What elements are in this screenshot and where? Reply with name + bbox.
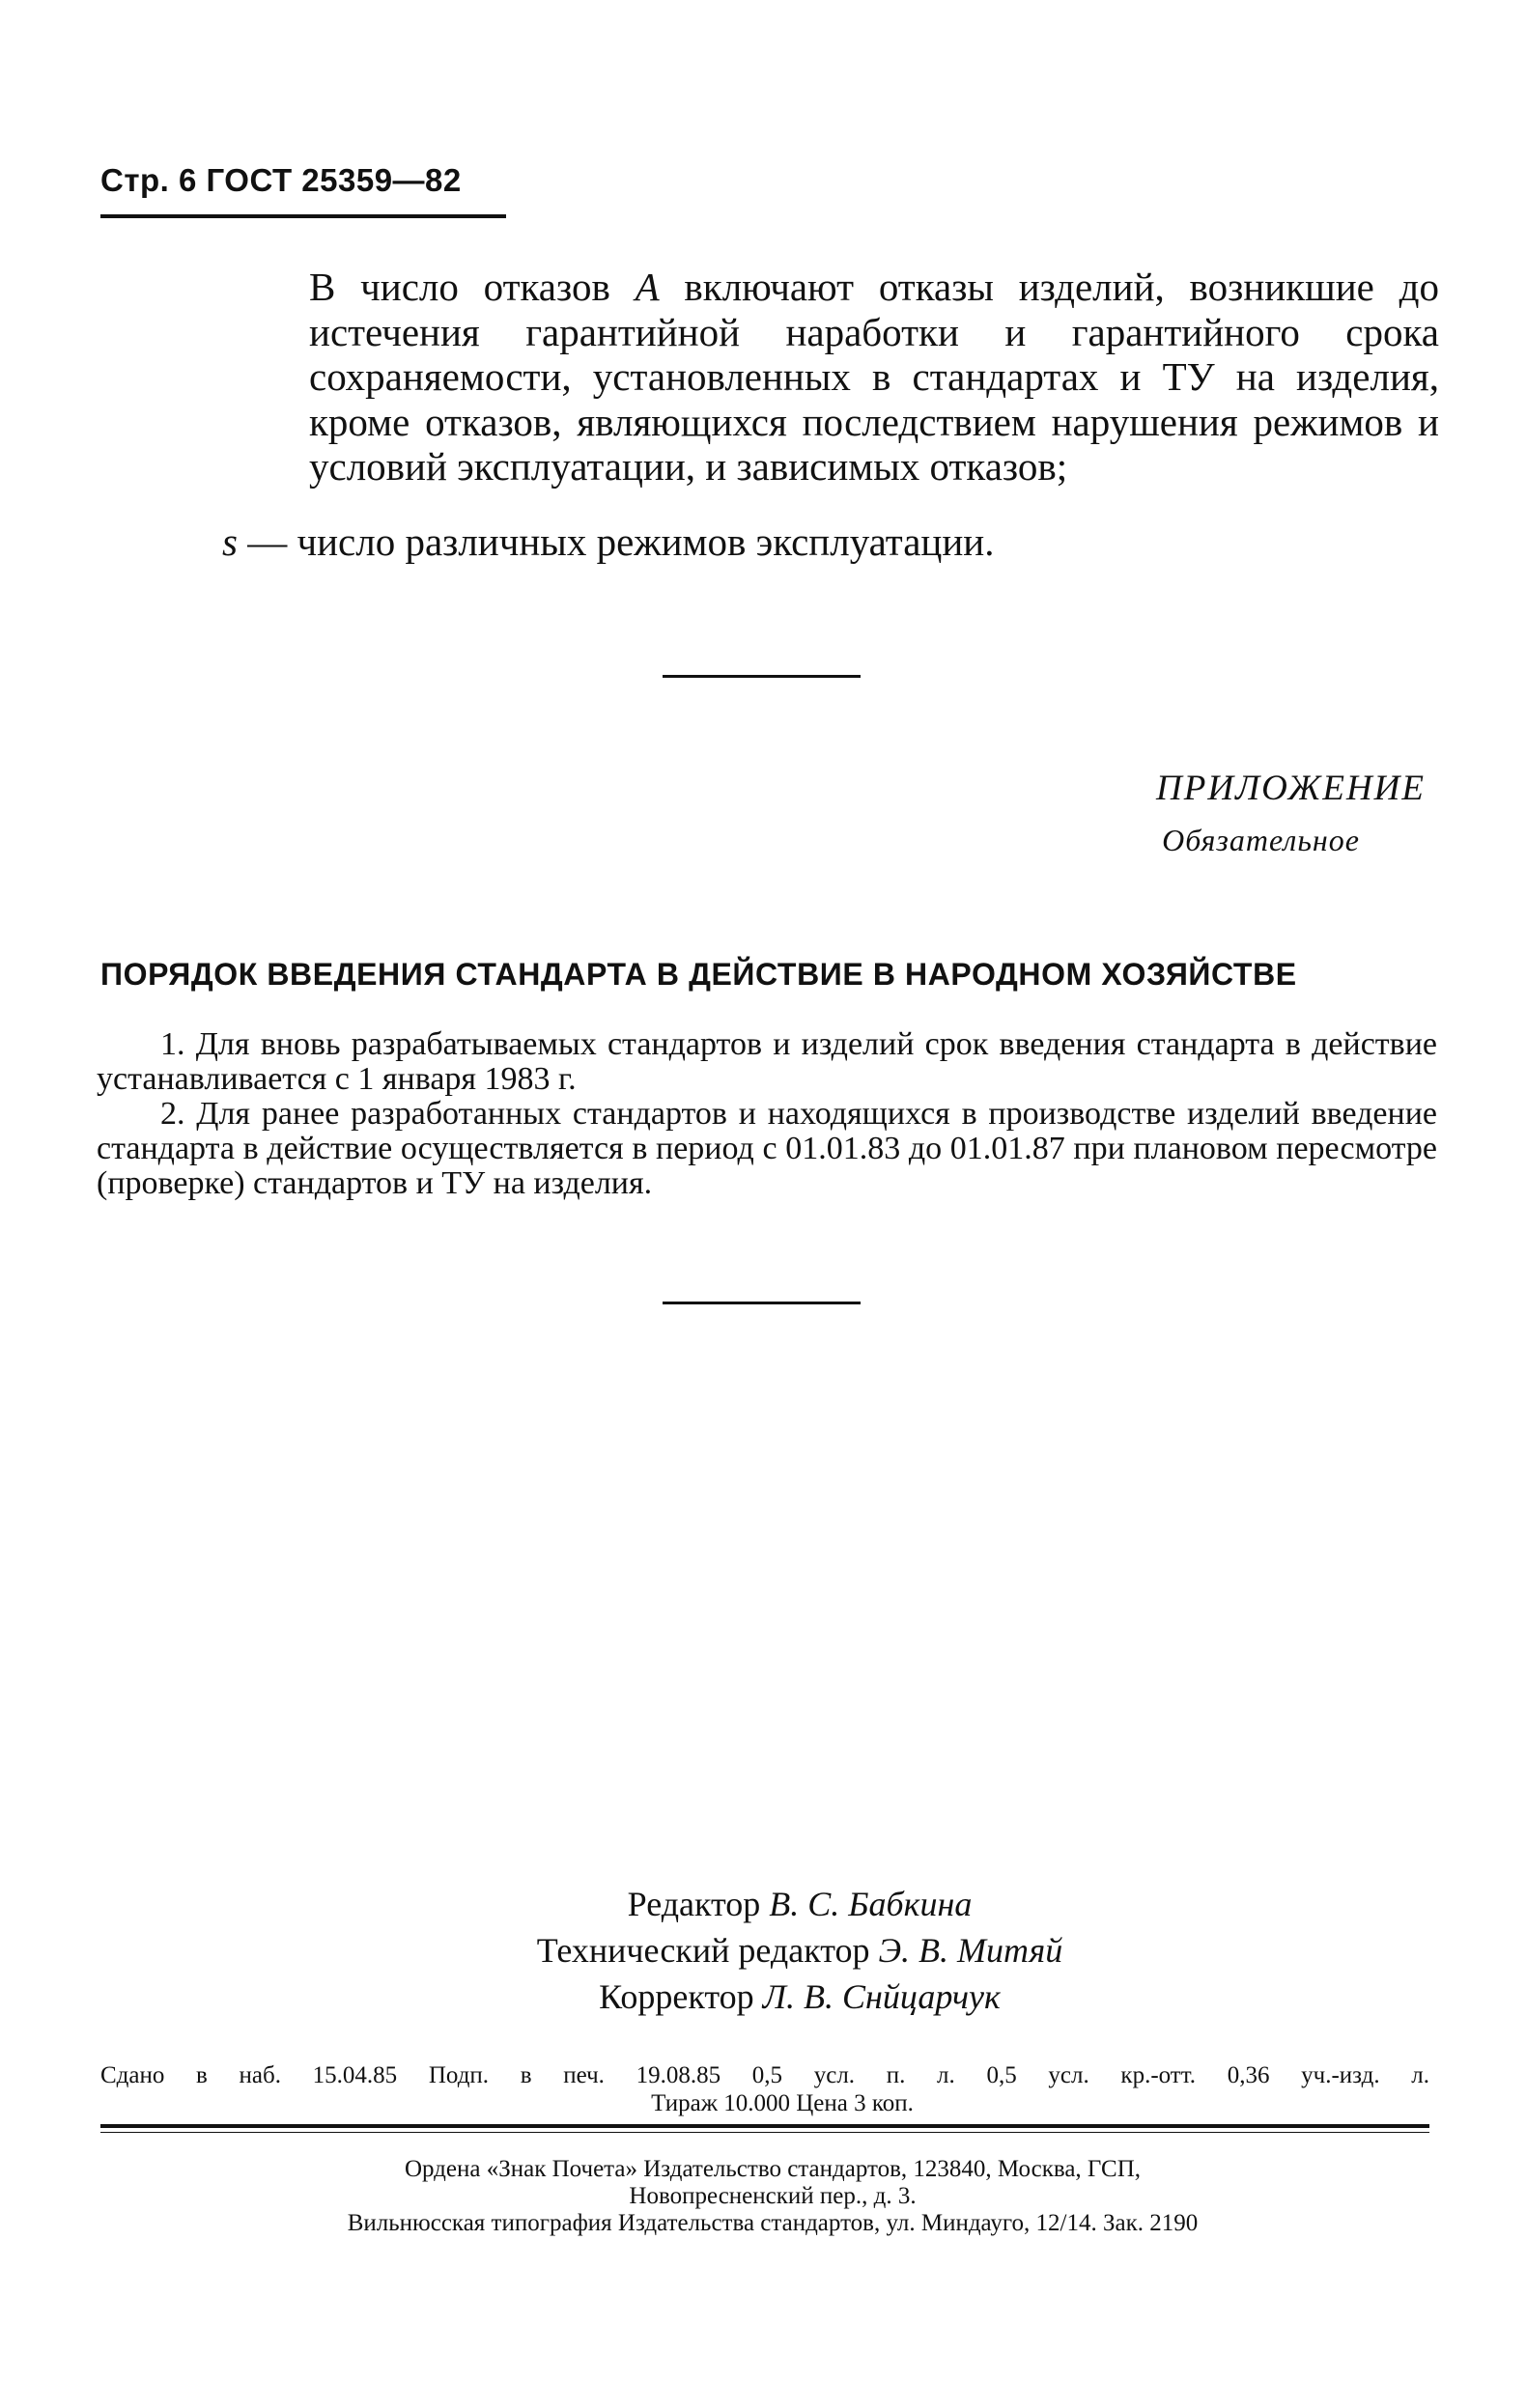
continuation-text-rest: включают отказы изделий, возникшие до истечения гарантийной наработки и гарантийного срока сохраняемости, установленных в стандартах и ТУ на изделия, кроме отказов, являющихся последствием нарушения режимов и условий эксплуатации, и зависимых отказов; xyxy=(309,265,1439,489)
credit-proofreader xyxy=(0,1976,1526,2017)
section-divider-bottom xyxy=(663,1302,861,1304)
imprint-rule-thick xyxy=(100,2124,1429,2128)
credit-proof-role: Корректор xyxy=(599,1977,763,2016)
imprint-print-data: Сдано в наб. 15.04.85 Подп. в печ. 19.08.85 0,5 усл. п. л. 0,5 усл. кр.-отт. 0,36 уч.-изд. л. xyxy=(100,2062,1429,2088)
credit-tech-name: Э. В. Митяй xyxy=(878,1931,1063,1970)
appendix-item-2: 2. Для ранее разработанных стандартов и находящихся в производстве изделий введение стандарта в действие осуществляется в период с 01.01.83 до 01.01.87 при плановом пересмотре (проверке) стандартов и ТУ на изделия. xyxy=(97,1096,1437,1201)
credit-editor-name: В. С. Бабкина xyxy=(769,1885,973,1923)
imprint-circulation: Тираж 10.000 Цена 3 коп. xyxy=(651,2090,914,2116)
header-rule xyxy=(100,214,506,218)
publisher-line-1: Ордена «Знак Почета» Издательство стандартов, 123840, Москва, ГСП, xyxy=(404,2156,1142,2182)
page-header: Стр. 6 ГОСТ 25359—82 xyxy=(100,162,462,198)
s-definition-text: — число различных режимов эксплуатации. xyxy=(237,519,995,564)
credit-editor xyxy=(0,1884,1526,1924)
section-divider-top xyxy=(663,675,861,678)
appendix-item-1: 1. Для вновь разрабатываемых стандартов и изделий срок введения стандарта в действие устанавливается с 1 января 1983 г. xyxy=(97,1026,1437,1097)
credit-tech-editor xyxy=(0,1930,1526,1971)
variable-s: s xyxy=(222,519,238,564)
imprint-rule-thin xyxy=(100,2132,1429,2133)
variable-a: А xyxy=(635,265,660,309)
continuation-paragraph xyxy=(309,265,1439,490)
appendix-title: ПРИЛОЖЕНИЕ xyxy=(1156,769,1426,808)
appendix-subtitle: Обязательное xyxy=(1162,823,1360,857)
printer-line: Вильнюсская типография Издательства стандартов, ул. Миндауго, 12/14. Зак. 2190 xyxy=(347,2210,1199,2236)
section-title: ПОРЯДОК ВВЕДЕНИЯ СТАНДАРТА В ДЕЙСТВИЕ В НАРОДНОМ ХОЗЯЙСТВЕ xyxy=(100,957,1297,992)
credit-proof-name: Л. В. Снйцарчук xyxy=(762,1977,1001,2016)
credit-tech-role: Технический редактор xyxy=(536,1931,879,1970)
s-definition xyxy=(222,519,995,565)
credit-editor-role: Редактор xyxy=(627,1885,770,1923)
appendix-items xyxy=(97,1027,1437,1201)
continuation-text-start: В число отказов xyxy=(309,265,636,309)
publisher-line-2: Новопресненский пер., д. 3. xyxy=(629,2183,917,2209)
